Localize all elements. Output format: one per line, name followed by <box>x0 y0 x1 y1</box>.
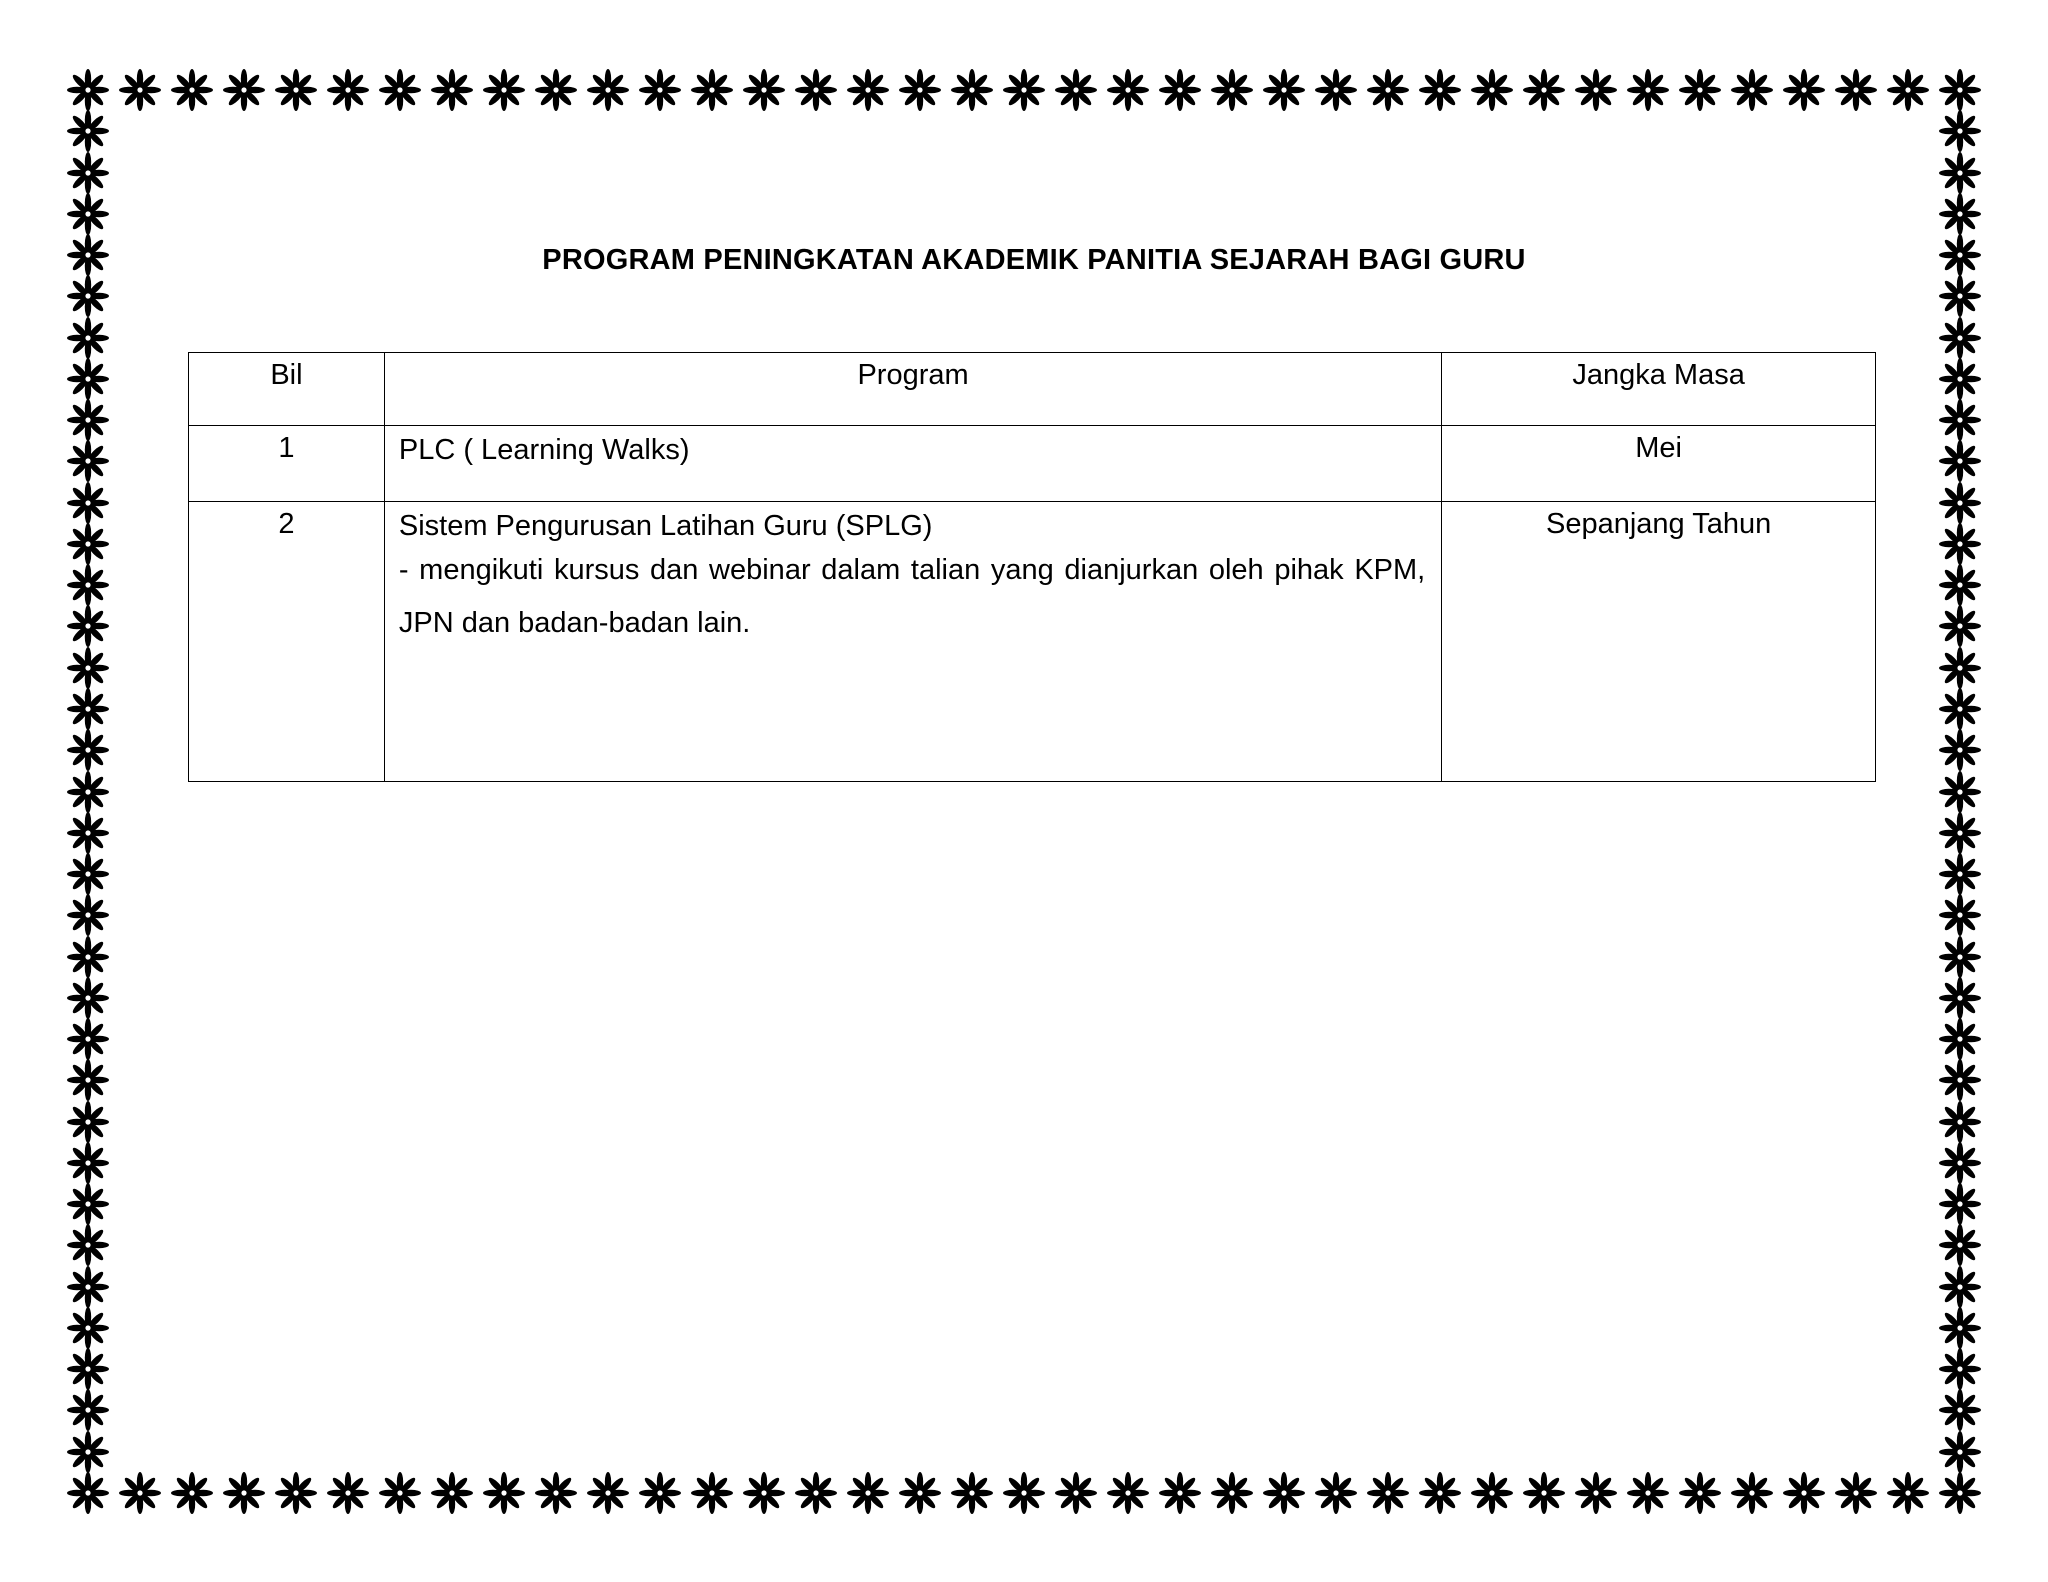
eight-petal-star-icon <box>1262 68 1306 112</box>
eight-petal-star-icon <box>118 1471 162 1515</box>
eight-petal-star-icon <box>1470 68 1514 112</box>
eight-petal-star-icon <box>66 1182 110 1226</box>
eight-petal-star-icon <box>1002 68 1046 112</box>
eight-petal-star-icon <box>1938 1430 1982 1474</box>
eight-petal-star-icon <box>1366 68 1410 112</box>
eight-petal-star-icon <box>742 1471 786 1515</box>
eight-petal-star-icon <box>1938 316 1982 360</box>
eight-petal-star-icon <box>1938 1182 1982 1226</box>
eight-petal-star-icon <box>1938 852 1982 896</box>
eight-petal-star-icon <box>690 1471 734 1515</box>
eight-petal-star-icon <box>66 398 110 442</box>
eight-petal-star-icon <box>1938 192 1982 236</box>
eight-petal-star-icon <box>1938 357 1982 401</box>
eight-petal-star-icon <box>534 68 578 112</box>
eight-petal-star-icon <box>66 439 110 483</box>
program-description: - mengikuti kursus dan webinar dalam talian yang dianjurkan oleh pihak KPM, JPN dan badan-badan lain. <box>398 554 1426 639</box>
eight-petal-star-icon <box>66 1347 110 1391</box>
eight-petal-star-icon <box>1314 1471 1358 1515</box>
eight-petal-star-icon <box>66 935 110 979</box>
eight-petal-star-icon <box>1938 1017 1982 1061</box>
eight-petal-star-icon <box>1210 68 1254 112</box>
eight-petal-star-icon <box>66 604 110 648</box>
eight-petal-star-icon <box>1158 1471 1202 1515</box>
cell-program <box>384 426 1441 502</box>
eight-petal-star-icon <box>1730 1471 1774 1515</box>
eight-petal-star-icon <box>66 274 110 318</box>
eight-petal-star-icon <box>1938 811 1982 855</box>
eight-petal-star-icon <box>1938 976 1982 1020</box>
eight-petal-star-icon <box>1158 68 1202 112</box>
eight-petal-star-icon <box>1938 1388 1982 1432</box>
eight-petal-star-icon <box>586 1471 630 1515</box>
eight-petal-star-icon <box>66 1306 110 1350</box>
eight-petal-star-icon <box>794 1471 838 1515</box>
eight-petal-star-icon <box>1314 68 1358 112</box>
eight-petal-star-icon <box>1938 1058 1982 1102</box>
eight-petal-star-icon <box>1938 109 1982 153</box>
eight-petal-star-icon <box>66 976 110 1020</box>
eight-petal-star-icon <box>1938 233 1982 277</box>
eight-petal-star-icon <box>1886 1471 1930 1515</box>
eight-petal-star-icon <box>1938 1306 1982 1350</box>
eight-petal-star-icon <box>1782 68 1826 112</box>
eight-petal-star-icon <box>1106 1471 1150 1515</box>
program-table <box>188 352 1876 782</box>
eight-petal-star-icon <box>66 316 110 360</box>
eight-petal-star-icon <box>66 151 110 195</box>
cell-program <box>384 502 1441 782</box>
eight-petal-star-icon <box>1574 68 1618 112</box>
eight-petal-star-icon <box>1418 68 1462 112</box>
eight-petal-star-icon <box>66 1223 110 1267</box>
eight-petal-star-icon <box>274 1471 318 1515</box>
header-program: Program <box>384 353 1441 426</box>
eight-petal-star-icon <box>1002 1471 1046 1515</box>
eight-petal-star-icon <box>794 68 838 112</box>
table-row <box>189 502 1876 782</box>
eight-petal-star-icon <box>170 68 214 112</box>
cell-jangka-masa: Mei <box>1442 426 1876 502</box>
table-header-row <box>189 353 1876 426</box>
eight-petal-star-icon <box>1054 68 1098 112</box>
eight-petal-star-icon <box>170 1471 214 1515</box>
eight-petal-star-icon <box>1366 1471 1410 1515</box>
eight-petal-star-icon <box>326 68 370 112</box>
eight-petal-star-icon <box>1106 68 1150 112</box>
eight-petal-star-icon <box>1938 646 1982 690</box>
eight-petal-star-icon <box>1470 1471 1514 1515</box>
eight-petal-star-icon <box>1938 1471 1982 1515</box>
eight-petal-star-icon <box>690 68 734 112</box>
eight-petal-star-icon <box>66 646 110 690</box>
eight-petal-star-icon <box>1938 522 1982 566</box>
eight-petal-star-icon <box>846 68 890 112</box>
eight-petal-star-icon <box>1626 1471 1670 1515</box>
eight-petal-star-icon <box>1054 1471 1098 1515</box>
eight-petal-star-icon <box>326 1471 370 1515</box>
eight-petal-star-icon <box>66 687 110 731</box>
eight-petal-star-icon <box>66 811 110 855</box>
eight-petal-star-icon <box>950 68 994 112</box>
eight-petal-star-icon <box>1418 1471 1462 1515</box>
eight-petal-star-icon <box>1730 68 1774 112</box>
cell-bil: 2 <box>189 502 385 782</box>
eight-petal-star-icon <box>66 233 110 277</box>
eight-petal-star-icon <box>1938 1347 1982 1391</box>
cell-jangka-masa: Sepanjang Tahun <box>1442 502 1876 782</box>
eight-petal-star-icon <box>66 192 110 236</box>
eight-petal-star-icon <box>586 68 630 112</box>
eight-petal-star-icon <box>482 68 526 112</box>
eight-petal-star-icon <box>66 1141 110 1185</box>
eight-petal-star-icon <box>1938 728 1982 772</box>
eight-petal-star-icon <box>66 1265 110 1309</box>
eight-petal-star-icon <box>1938 935 1982 979</box>
header-bil: Bil <box>189 353 385 426</box>
eight-petal-star-icon <box>274 68 318 112</box>
eight-petal-star-icon <box>846 1471 890 1515</box>
eight-petal-star-icon <box>1522 68 1566 112</box>
eight-petal-star-icon <box>66 481 110 525</box>
eight-petal-star-icon <box>66 1388 110 1432</box>
eight-petal-star-icon <box>1938 1141 1982 1185</box>
eight-petal-star-icon <box>950 1471 994 1515</box>
eight-petal-star-icon <box>66 1471 110 1515</box>
eight-petal-star-icon <box>1938 68 1982 112</box>
eight-petal-star-icon <box>1574 1471 1618 1515</box>
eight-petal-star-icon <box>1938 604 1982 648</box>
eight-petal-star-icon <box>66 1058 110 1102</box>
eight-petal-star-icon <box>1678 68 1722 112</box>
eight-petal-star-icon <box>66 852 110 896</box>
eight-petal-star-icon <box>1782 1471 1826 1515</box>
eight-petal-star-icon <box>638 68 682 112</box>
eight-petal-star-icon <box>1938 893 1982 937</box>
eight-petal-star-icon <box>66 893 110 937</box>
program-title: PLC ( Learning Walks) <box>398 434 690 466</box>
eight-petal-star-icon <box>1938 439 1982 483</box>
eight-petal-star-icon <box>1678 1471 1722 1515</box>
eight-petal-star-icon <box>1262 1471 1306 1515</box>
eight-petal-star-icon <box>1938 151 1982 195</box>
eight-petal-star-icon <box>430 1471 474 1515</box>
eight-petal-star-icon <box>1886 68 1930 112</box>
eight-petal-star-icon <box>1938 687 1982 731</box>
eight-petal-star-icon <box>222 68 266 112</box>
header-jangka-masa: Jangka Masa <box>1442 353 1876 426</box>
eight-petal-star-icon <box>378 68 422 112</box>
eight-petal-star-icon <box>1938 563 1982 607</box>
eight-petal-star-icon <box>66 522 110 566</box>
eight-petal-star-icon <box>66 728 110 772</box>
cell-bil: 1 <box>189 426 385 502</box>
eight-petal-star-icon <box>66 1430 110 1474</box>
eight-petal-star-icon <box>482 1471 526 1515</box>
eight-petal-star-icon <box>66 563 110 607</box>
eight-petal-star-icon <box>66 109 110 153</box>
eight-petal-star-icon <box>378 1471 422 1515</box>
eight-petal-star-icon <box>66 357 110 401</box>
eight-petal-star-icon <box>66 68 110 112</box>
eight-petal-star-icon <box>222 1471 266 1515</box>
eight-petal-star-icon <box>1938 481 1982 525</box>
eight-petal-star-icon <box>1210 1471 1254 1515</box>
program-title: Sistem Pengurusan Latihan Guru (SPLG) <box>398 510 933 542</box>
eight-petal-star-icon <box>742 68 786 112</box>
eight-petal-star-icon <box>1938 1100 1982 1144</box>
eight-petal-star-icon <box>1938 398 1982 442</box>
eight-petal-star-icon <box>118 68 162 112</box>
eight-petal-star-icon <box>66 1100 110 1144</box>
eight-petal-star-icon <box>898 1471 942 1515</box>
eight-petal-star-icon <box>1834 68 1878 112</box>
eight-petal-star-icon <box>898 68 942 112</box>
eight-petal-star-icon <box>638 1471 682 1515</box>
page-title: PROGRAM PENINGKATAN AKADEMIK PANITIA SEJARAH BAGI GURU <box>542 244 1526 276</box>
eight-petal-star-icon <box>1938 770 1982 814</box>
eight-petal-star-icon <box>1522 1471 1566 1515</box>
eight-petal-star-icon <box>66 770 110 814</box>
eight-petal-star-icon <box>430 68 474 112</box>
eight-petal-star-icon <box>1938 1223 1982 1267</box>
eight-petal-star-icon <box>1938 274 1982 318</box>
eight-petal-star-icon <box>1834 1471 1878 1515</box>
eight-petal-star-icon <box>66 1017 110 1061</box>
eight-petal-star-icon <box>1626 68 1670 112</box>
eight-petal-star-icon <box>1938 1265 1982 1309</box>
table-row <box>189 426 1876 502</box>
eight-petal-star-icon <box>534 1471 578 1515</box>
